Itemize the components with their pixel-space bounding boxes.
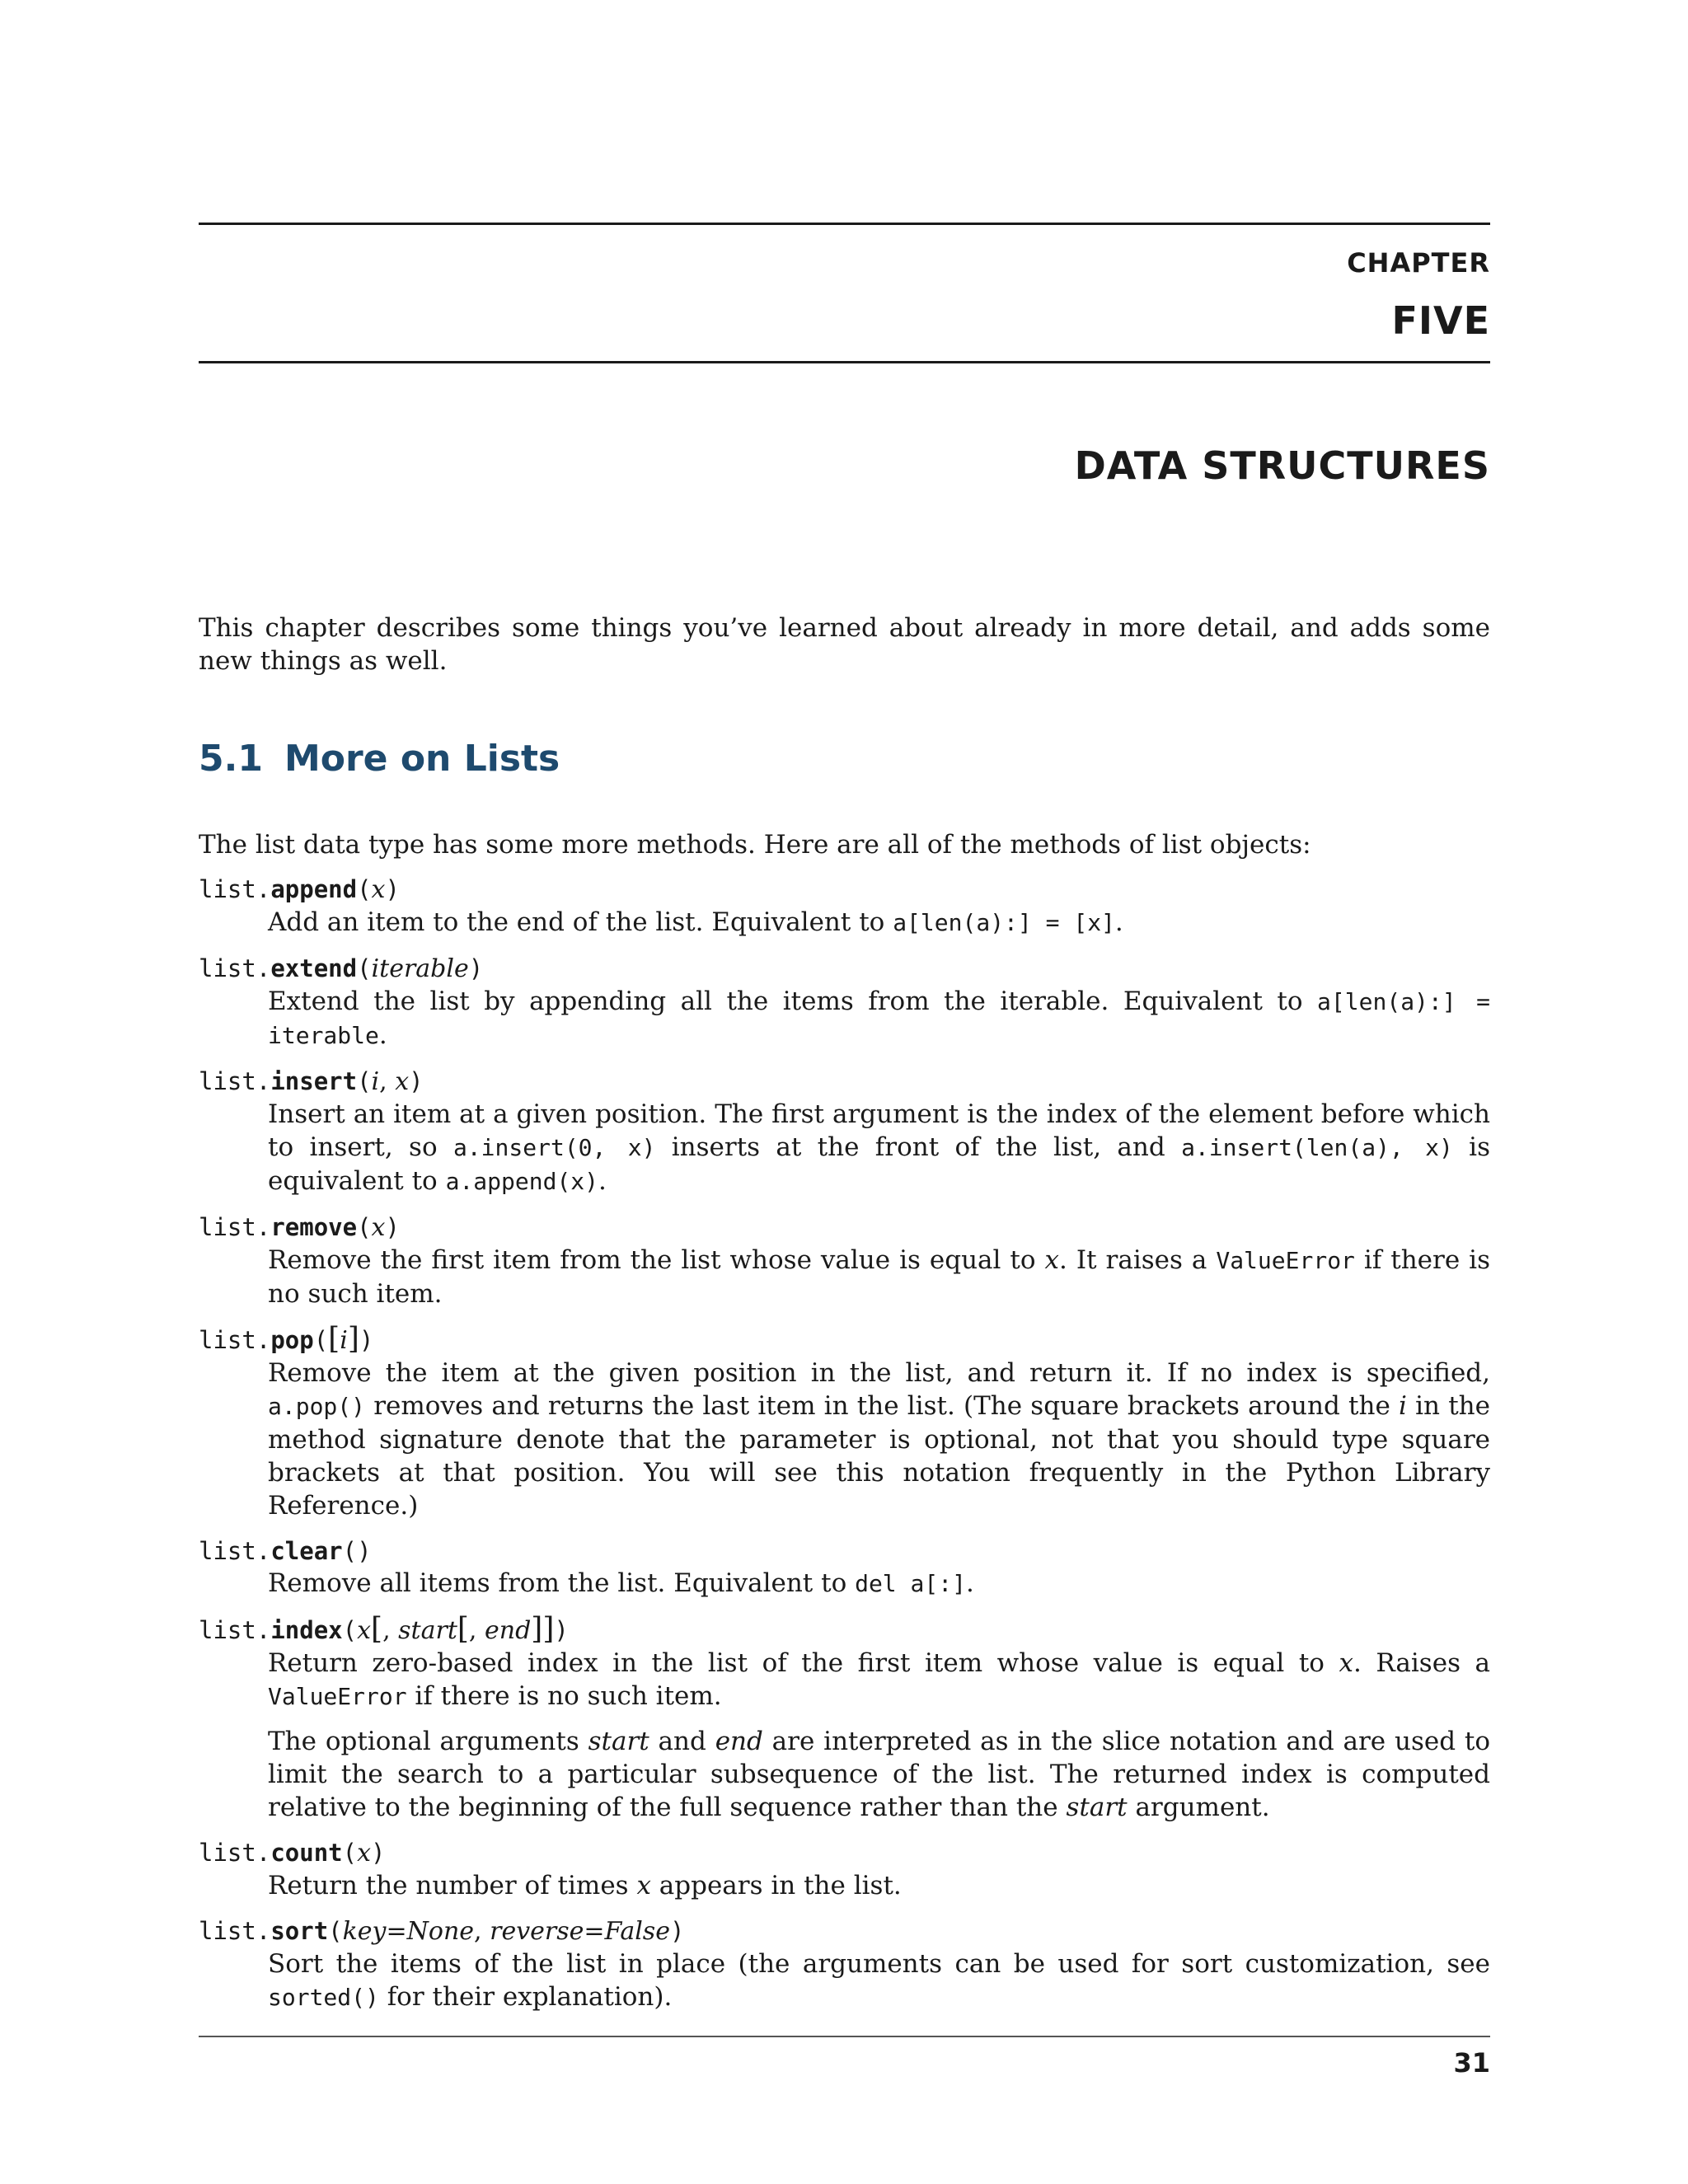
method-insert	[199, 1066, 1490, 1198]
section-number: 5.1	[199, 738, 263, 780]
inline-code: a.pop()	[268, 1393, 366, 1420]
method-description	[268, 985, 1490, 1052]
sig-class: list.	[199, 1213, 271, 1241]
method-extend	[199, 953, 1490, 1052]
sig-paren: (	[328, 1917, 343, 1945]
desc-text: Remove the item at the given position in the list, and return it. If no index is specified,	[268, 1358, 1490, 1388]
desc-text: for their explanation).	[378, 1982, 673, 2012]
sig-paren: (	[342, 1839, 358, 1867]
desc-text: if there is no such item.	[268, 1245, 1490, 1309]
method-signature	[199, 1837, 1490, 1869]
sig-arg: x	[371, 875, 386, 904]
method-description	[268, 1244, 1490, 1310]
sig-name: append	[270, 875, 358, 903]
method-index	[199, 1614, 1490, 1824]
inline-code: ValueError	[268, 1683, 407, 1710]
inline-code: a.append(x)	[445, 1168, 599, 1195]
desc-text: Add an item to the end of the list. Equivalent to	[268, 907, 893, 937]
sig-separator: ,	[468, 1616, 485, 1645]
desc-text: The optional arguments	[268, 1727, 588, 1756]
sig-paren: )	[385, 875, 400, 903]
method-description	[268, 1647, 1490, 1824]
sig-name: clear	[270, 1537, 343, 1565]
method-description	[268, 1869, 1490, 1902]
sig-class: list.	[199, 1326, 271, 1354]
inline-code: a[len(a):] = iterable	[268, 988, 1490, 1049]
method-signature	[199, 1324, 1490, 1357]
desc-text: Return the number of times	[268, 1871, 637, 1900]
sig-arg: start	[398, 1616, 457, 1645]
sig-class: list.	[199, 1839, 271, 1867]
desc-text: .	[378, 1020, 387, 1050]
sig-arg: key=None	[342, 1917, 475, 1946]
desc-emphasis: start	[588, 1727, 649, 1756]
sig-name: index	[270, 1616, 343, 1644]
chapter-title: DATA STRUCTURES	[1074, 443, 1490, 488]
sig-class: list.	[199, 1067, 271, 1095]
sig-class: list.	[199, 1917, 271, 1945]
inline-code: a.insert(0, x)	[452, 1134, 656, 1161]
desc-text: . It raises a	[1059, 1245, 1217, 1275]
inline-code: a[len(a):] = [x]	[893, 909, 1115, 936]
chapter-top-rule	[199, 223, 1490, 225]
method-signature	[199, 953, 1490, 985]
sig-name: remove	[270, 1213, 358, 1241]
desc-text: are interpreted as in the slice notation and are used to limit the search to a particular subsequence of the list. The returned index is computed relative to the beginning of the full sequence rather than the	[268, 1727, 1491, 1822]
method-remove	[199, 1212, 1490, 1310]
sig-optional-bracket: ]	[531, 1612, 543, 1646]
sig-arg: reverse=False	[490, 1917, 670, 1946]
sig-paren: (	[357, 1067, 372, 1095]
inline-code: sorted()	[268, 1984, 379, 2011]
sig-paren: )	[359, 1326, 374, 1354]
desc-emphasis: x	[1044, 1245, 1060, 1275]
sig-optional-bracket: [	[457, 1612, 469, 1646]
method-description	[268, 1567, 1490, 1601]
desc-text: removes and returns the last item in the list. (The square brackets around the	[365, 1391, 1399, 1421]
sig-name: insert	[270, 1067, 358, 1095]
footer-rule	[199, 2036, 1490, 2037]
sig-paren: (	[357, 1213, 372, 1241]
desc-text: is equivalent to	[268, 1132, 1490, 1196]
method-signature	[199, 1915, 1490, 1947]
sig-paren: (	[313, 1326, 329, 1354]
sig-paren: )	[409, 1067, 424, 1095]
sig-arg: x	[395, 1067, 410, 1096]
sig-paren: )	[385, 1213, 400, 1241]
sig-separator: ,	[379, 1067, 396, 1096]
sig-paren: )	[468, 954, 484, 982]
desc-text: Sort the items of the list in place (the arguments can be used for sort customization, see	[268, 1949, 1490, 1979]
desc-text: Return zero-based index in the list of the first item whose value is equal to	[268, 1648, 1339, 1678]
sig-arg: i	[371, 1067, 380, 1096]
desc-emphasis: x	[636, 1871, 651, 1900]
sig-name: pop	[270, 1326, 314, 1354]
sig-paren: )	[554, 1616, 569, 1644]
chapter-label: CHAPTER	[1347, 247, 1490, 279]
method-signature	[199, 1212, 1490, 1244]
desc-text: appears in the list.	[650, 1871, 902, 1900]
method-list	[199, 874, 1490, 2027]
page-number: 31	[1453, 2047, 1490, 2079]
sig-paren: )	[669, 1917, 685, 1945]
sig-arg: x	[371, 1213, 386, 1242]
desc-text: .	[965, 1568, 974, 1598]
sig-separator: ,	[474, 1917, 490, 1946]
sig-class: list.	[199, 954, 271, 982]
sig-optional-bracket: ]	[347, 1322, 359, 1356]
inline-code: ValueError	[1216, 1247, 1355, 1274]
sig-name: extend	[270, 954, 358, 982]
sig-paren: (	[357, 954, 372, 982]
desc-text: in the method signature denote that the parameter is optional, not that you should type square brackets at that position. You will see this notation frequently in the Python Library Reference.)	[268, 1391, 1490, 1521]
method-count	[199, 1837, 1490, 1902]
desc-text: Remove the first item from the list whose value is equal to	[268, 1245, 1045, 1275]
method-description	[268, 1098, 1490, 1198]
method-signature	[199, 1614, 1490, 1647]
method-signature	[199, 1535, 1490, 1567]
method-signature	[199, 874, 1490, 906]
sig-class: list.	[199, 875, 271, 903]
desc-emphasis: x	[1339, 1648, 1353, 1678]
desc-text: and	[649, 1727, 715, 1756]
desc-emphasis: start	[1066, 1793, 1128, 1822]
section-heading	[199, 738, 560, 780]
method-description	[268, 1357, 1490, 1522]
chapter-bottom-rule	[199, 361, 1490, 363]
sig-optional-bracket: [	[371, 1612, 383, 1646]
desc-text: Remove all items from the list. Equivalent to	[268, 1568, 856, 1598]
desc-text: argument.	[1127, 1793, 1270, 1822]
desc-text: Insert an item at a given position. The first argument is the index of the element before which to insert, so	[268, 1099, 1490, 1162]
lead-paragraph: The list data type has some more methods. Here are all of the methods of list objects:	[199, 830, 1311, 860]
sig-arg: x	[357, 1839, 372, 1868]
sig-paren: ()	[342, 1537, 372, 1565]
desc-text: .	[1114, 907, 1123, 937]
desc-text: if there is no such item.	[406, 1681, 722, 1711]
sig-arg: end	[485, 1616, 532, 1645]
desc-text: . Raises a	[1353, 1648, 1490, 1678]
sig-paren: )	[371, 1839, 386, 1867]
desc-emphasis: end	[715, 1727, 763, 1756]
sig-paren: (	[342, 1616, 358, 1644]
sig-arg: x	[357, 1616, 372, 1645]
method-clear	[199, 1535, 1490, 1601]
sig-class: list.	[199, 1616, 271, 1644]
method-sort	[199, 1915, 1490, 2014]
method-pop	[199, 1324, 1490, 1522]
sig-paren: (	[357, 875, 372, 903]
desc-emphasis: i	[1399, 1391, 1407, 1421]
inline-code: del a[:]	[855, 1570, 966, 1597]
sig-optional-bracket: ]	[542, 1612, 555, 1646]
method-description	[268, 1947, 1490, 2014]
sig-arg: iterable	[371, 954, 469, 983]
section-title: More on Lists	[284, 738, 560, 780]
desc-text: Extend the list by appending all the items from the iterable. Equivalent to	[268, 987, 1318, 1016]
intro-paragraph: This chapter describes some things you’ve learned about already in more detail, and adds some new things as well.	[199, 613, 1490, 676]
sig-class: list.	[199, 1537, 271, 1565]
desc-text: .	[598, 1166, 607, 1196]
sig-name: count	[270, 1839, 343, 1867]
chapter-number: FIVE	[1391, 298, 1490, 343]
sig-optional-bracket: [	[328, 1322, 340, 1356]
method-signature	[199, 1066, 1490, 1098]
method-description	[268, 906, 1490, 940]
method-append	[199, 874, 1490, 940]
inline-code: a.insert(len(a), x)	[1181, 1134, 1453, 1161]
desc-text: inserts at the front of the list, and	[655, 1132, 1182, 1162]
sig-separator: ,	[382, 1616, 399, 1645]
sig-arg: i	[340, 1326, 348, 1355]
sig-name: sort	[270, 1917, 329, 1945]
